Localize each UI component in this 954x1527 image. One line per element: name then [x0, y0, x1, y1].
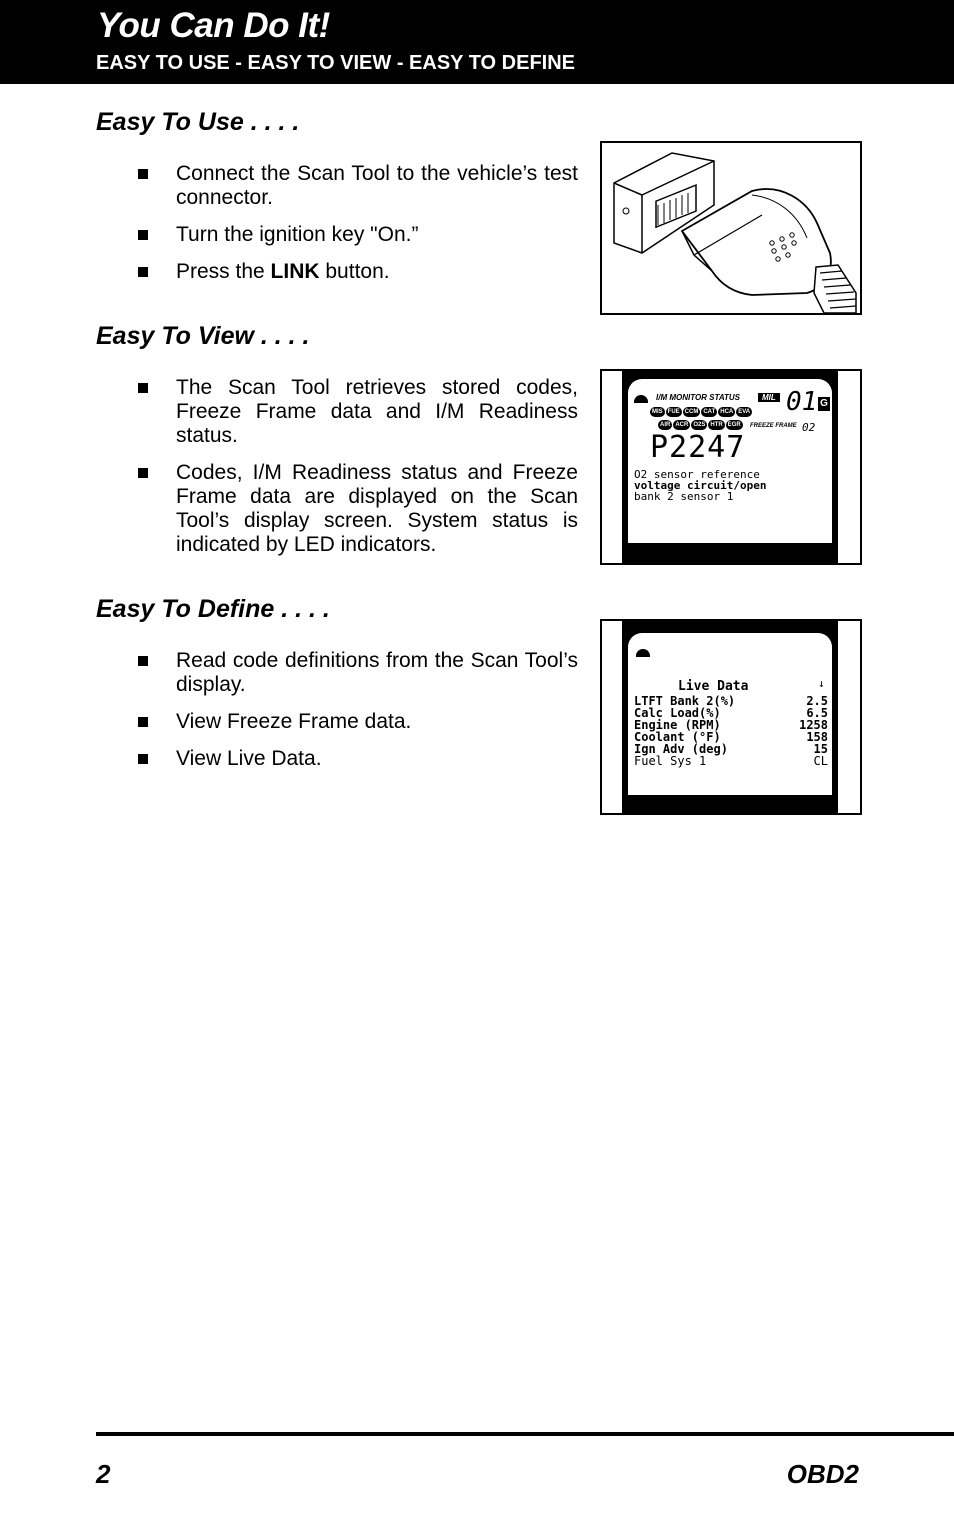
easy-to-define-list	[138, 649, 578, 784]
freeze-frame-label: FREEZE FRAME	[750, 423, 797, 429]
list-item-text: Codes, I/M Readiness status and Freeze Frame data are displayed on the Scan Tool’s display screen. System status is indicated by LED indicators.	[176, 461, 578, 556]
monitor-badge: O2S	[693, 422, 706, 428]
list-item-text: Turn the ignition key "On.”	[176, 223, 419, 246]
monitor-status-title: I/M MONITOR STATUS	[656, 393, 740, 402]
easy-to-use-list	[138, 162, 578, 297]
list-item	[138, 649, 578, 697]
live-data-title: Live Data	[678, 679, 749, 694]
code-total: 02	[802, 421, 816, 434]
monitor-badge: AIR	[660, 422, 671, 428]
monitor-badge: CCM	[684, 409, 699, 415]
row-value: 15	[813, 742, 828, 756]
row-value: 1258	[799, 718, 828, 732]
status-letter: G	[818, 397, 830, 411]
row-value: CL	[813, 754, 828, 768]
monitor-badge: EVA	[738, 409, 751, 415]
row-label: Fuel Sys 1	[634, 754, 707, 768]
footer-divider	[96, 1432, 954, 1436]
vehicle-icon	[636, 649, 650, 657]
code-index: 01	[786, 387, 818, 417]
list-item	[138, 747, 578, 771]
code-description-line3: bank 2 sensor 1	[634, 490, 734, 503]
row-value: 6.5	[806, 706, 828, 720]
live-data-table	[634, 695, 828, 767]
list-item	[138, 710, 578, 734]
page-header	[0, 0, 954, 84]
list-item	[138, 260, 578, 284]
monitor-badge: HCA	[720, 409, 734, 415]
list-item-text: The Scan Tool retrieves stored codes, Freeze Frame data and I/M Readiness status.	[176, 376, 578, 447]
row-label: Coolant (°F)	[634, 730, 721, 744]
list-item	[138, 376, 578, 448]
monitor-badge: EGR	[727, 422, 741, 428]
table-row	[634, 755, 828, 767]
row-value: 158	[806, 730, 828, 744]
trouble-code: P2247	[650, 430, 746, 465]
obd-connector-icon	[602, 143, 860, 313]
list-item-text: button.	[319, 260, 390, 283]
bullet-icon	[138, 717, 148, 727]
row-label: LTFT Bank 2(%)	[634, 694, 736, 708]
monitor-badge: FUE	[667, 409, 680, 415]
connector-illustration	[600, 141, 862, 315]
bullet-icon	[138, 267, 148, 277]
monitor-badge: CAT	[703, 409, 716, 415]
scroll-indicator-icon: ↓	[818, 677, 825, 690]
page-title: You Can Do It!	[97, 6, 330, 45]
page-subtitle: EASY TO USE - EASY TO VIEW - EASY TO DEFINE	[96, 52, 576, 74]
row-label: Engine (RPM)	[634, 718, 721, 732]
easy-to-view-list	[138, 376, 578, 570]
bullet-icon	[138, 383, 148, 393]
footer-label: OBD2	[786, 1459, 859, 1489]
monitor-badge: MIS	[652, 409, 663, 415]
bullet-icon	[138, 169, 148, 179]
list-item-text: Press the	[176, 260, 271, 283]
list-item	[138, 223, 578, 247]
vehicle-icon	[634, 395, 648, 403]
mil-icon: MIL	[758, 393, 780, 402]
list-item-text: Connect the Scan Tool to the vehicle’s test connector.	[176, 162, 578, 209]
bullet-icon	[138, 754, 148, 764]
section-title-easy-to-view: Easy To View . . . .	[96, 322, 310, 350]
monitor-row-1	[650, 407, 752, 417]
row-value: 2.5	[806, 694, 828, 708]
list-item-text: View Live Data.	[176, 747, 322, 770]
list-item	[138, 162, 578, 210]
link-button-name: LINK	[270, 260, 320, 283]
section-title-easy-to-define: Easy To Define . . . .	[96, 595, 330, 623]
code-description-line2: voltage circuit/open	[634, 479, 767, 492]
bullet-icon	[138, 468, 148, 478]
live-data-screen	[600, 619, 862, 815]
monitor-badge: ACR	[675, 422, 689, 428]
code-display-screen	[600, 369, 862, 565]
list-item	[138, 461, 578, 557]
lcd-screen	[628, 379, 832, 543]
bullet-icon	[138, 230, 148, 240]
list-item-text: Read code definitions from the Scan Tool’s display.	[176, 649, 578, 696]
code-description-line1: O2 sensor reference	[634, 468, 760, 481]
monitor-row-2	[658, 420, 743, 430]
bullet-icon	[138, 656, 148, 666]
row-label: Ign Adv (deg)	[634, 742, 728, 756]
list-item-text: View Freeze Frame data.	[176, 710, 412, 733]
lcd-screen	[628, 633, 832, 795]
page-number: 2	[96, 1459, 111, 1489]
row-label: Calc Load(%)	[634, 706, 721, 720]
section-title-easy-to-use: Easy To Use . . . .	[96, 108, 300, 136]
monitor-badge: HTR	[710, 422, 723, 428]
